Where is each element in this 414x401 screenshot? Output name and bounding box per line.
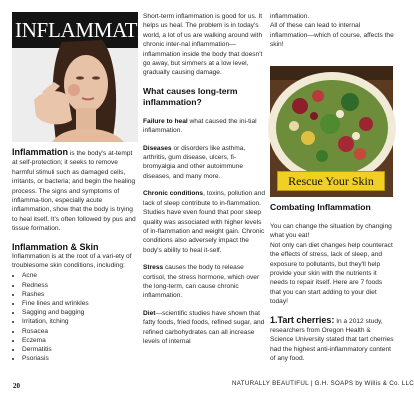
lead-failure: Failure to heal [143,117,188,125]
heading-combating: Combating Inflammation [270,202,371,212]
paragraph-stress [143,263,266,301]
paragraph-short-term: Short-term inflammation is good for us. It helps us heal. The problem is in today's world, a lot of us are walking around with chronic inter-nal inflammation—inflammation inside the body that doesn't go away, but simmers at a low level, gradually causing damage. [143,13,263,77]
column-right-bottom [270,222,394,364]
lead-diet: Diet [143,309,156,317]
text-stress: causes the body to release cortisol, the stress hormone, which over the long-term, can cause chronic inflammation. [143,264,260,300]
lead-chronic: Chronic conditions [143,190,204,198]
text-tart-cherries: In a 2012 study, researchers from Oregon Health & Science University stated that tart cherries had the highest anti-inflammatory content of any food. [270,317,394,363]
list-item: • Redness [22,281,138,290]
list-item: • Acne [22,271,138,280]
footer-credit: NATURALLY BEAUTIFUL | G.H. SOAPS by Willis & Co. LLC [232,380,414,387]
list-item: • Sagging and bagging [22,308,138,317]
heading-inflammation-skin: Inflammation & Skin [12,241,99,252]
skin-intro-text: Inflammation is at the root of a vari-ety of troublesome skin conditions, including: [12,252,132,270]
list-item: • Psoriasis [22,354,138,363]
list-item: • Eczema [22,336,138,345]
lead-tart-cherries: 1.Tart cherries: [270,314,335,325]
intro-lead: Inflammation [12,147,69,157]
rescue-your-skin-label: Rescue Your Skin [278,172,384,190]
text-diet: —scientific studies have shown that fatty foods, fried foods, refined sugar, and refined carbohydrates can all increase levels of internal [143,309,265,345]
banner-title: INFLAMMATION [15,18,174,42]
text-diseases: or disorders like asthma, arthritis, gum disease, ulcers, fi-bromyalgia and other autoimmune diseases, and many more. [143,144,246,180]
lead-stress: Stress [143,264,164,272]
list-item: • Rosacea [22,327,138,336]
list-item: • Fine lines and wrinkles [22,299,138,308]
heading-causes: What causes long-term inflammation? [143,85,238,107]
paragraph-combat: You can change the situation by changing what you eat! Not only can diet changes help counteract the effects of stress, lack of sleep, and exposure to pollutants, but they'll help provide your skin with the nutrients it needs to repair itself. Here are 7 foods that you can start adding to your diet today! [270,223,393,306]
page-number: 20 [13,382,20,390]
lead-diseases: Diseases [143,144,172,152]
list-item: • Dermatitis [22,345,138,354]
paragraph-tart-cherries [270,316,394,364]
paragraph-all-these: inflammation. All of these can lead to internal inflammation—which of course, affects the skin! [270,13,394,49]
column-middle [143,12,266,354]
paragraph-diseases [143,144,266,182]
intro-paragraph [12,148,138,234]
paragraph-diet [143,309,266,347]
conditions-list [12,271,138,363]
intro-text: is the body's at-tempt at self-protection; it seeks to remove harmful stimuli such as damaged cells, irritants, or bacteria; and begin the healing process. The signs and symptoms of inflamma-tion, especially acute inflammation, show that the body is trying to heal itself. It's often followed by pus and tissue formation. [12,150,136,233]
text-failure: what caused the ini-tial inflammation. [143,117,257,135]
paragraph-failure [143,117,266,136]
paragraph-chronic [143,189,266,255]
column-right-top [270,12,394,50]
text-chronic: , toxins, pollution and lack of sleep contribute to in-flammation. Studies have even found that poor sleep quality was associated with higher levels of in-flammation and weight gain. Chronic conditions also adversely impact the body's ability to heal it-self. [143,190,266,254]
list-item: • Irritation, itching [22,317,138,326]
list-item: • Rashes [22,290,138,299]
